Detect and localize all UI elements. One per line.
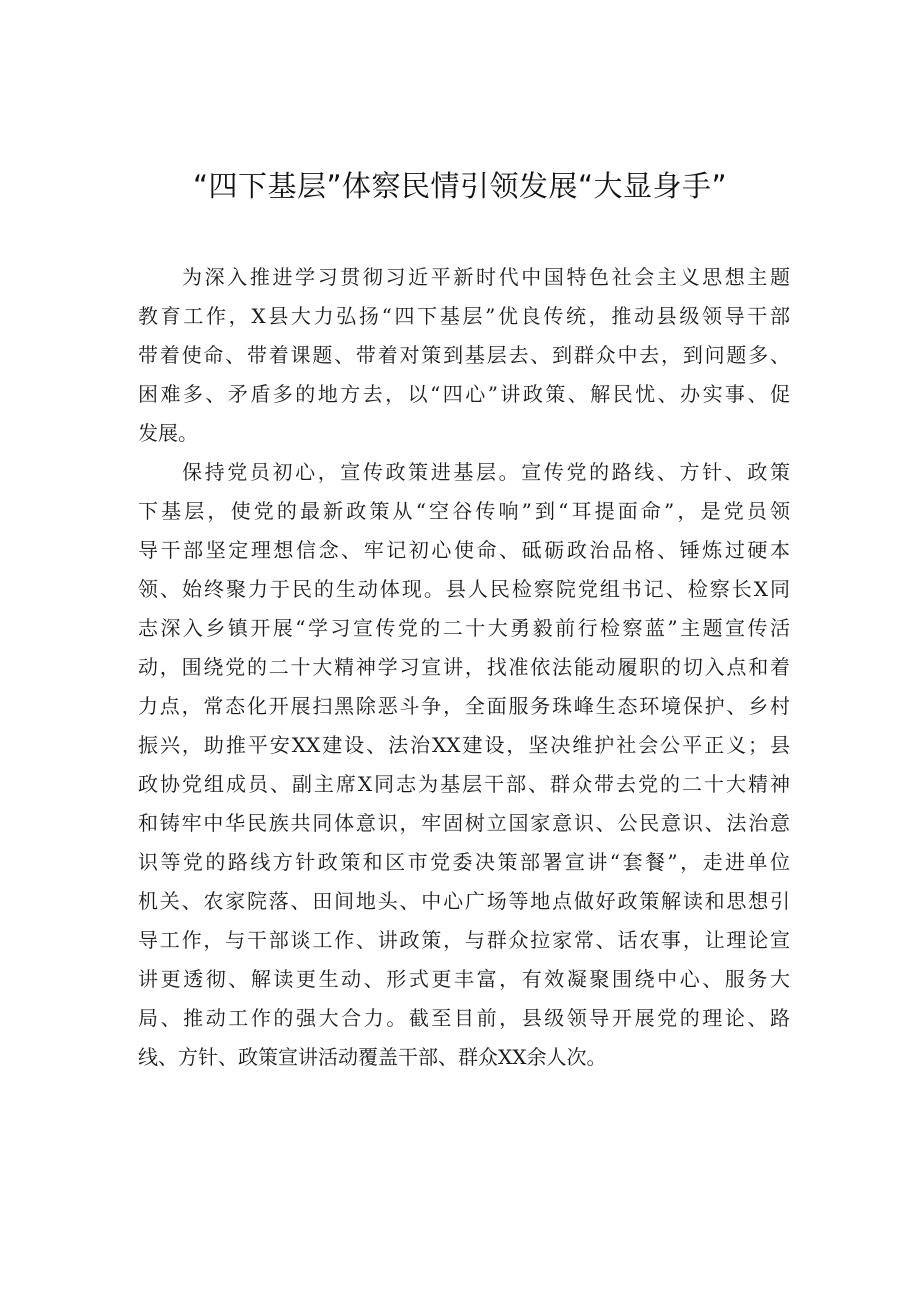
- paragraph-policy: [138, 453, 790, 1077]
- paragraph-line: 保持党员初心，宣传政策进基层。宣传党的路线、方针、政策: [182, 460, 790, 484]
- paragraph-line: 下基层，使党的最新政策从“空谷传响”到“耳提面命”，是党员领: [138, 499, 790, 523]
- paragraph-line: 局、推动工作的强大合力。截至目前，县级领导开展党的理论、路: [138, 1006, 790, 1030]
- paragraph-line: 领、始终聚力于民的生动体现。县人民检察院党组书记、检察长X同: [138, 577, 790, 601]
- paragraph-line: 发展。: [138, 421, 198, 445]
- paragraph-line: 振兴，助推平安XX建设、法治XX建设，坚决维护社会公平正义；县: [138, 733, 790, 757]
- paragraph-line: 机关、农家院落、田间地头、中心广场等地点做好政策解读和思想引: [138, 889, 790, 913]
- paragraph-line: 和铸牢中华民族共同体意识，牢固树立国家意识、公民意识、法治意: [138, 811, 790, 835]
- paragraph-line: 导干部坚定理想信念、牢记初心使命、砥砺政治品格、锤炼过硬本: [138, 538, 790, 562]
- paragraph-line: 为深入推进学习贯彻习近平新时代中国特色社会主义思想主题: [182, 265, 790, 289]
- paragraph-intro: [138, 258, 790, 453]
- paragraph-line: 讲更透彻、解读更生动、形式更丰富，有效凝聚围绕中心、服务大: [138, 967, 790, 991]
- paragraph-line: 困难多、矛盾多的地方去，以“四心”讲政策、解民忧、办实事、促: [138, 382, 790, 406]
- paragraph-line: 教育工作，X县大力弘扬“四下基层”优良传统，推动县级领导干部: [138, 304, 790, 328]
- paragraph-line: 力点，常态化开展扫黑除恶斗争，全面服务珠峰生态环境保护、乡村: [138, 694, 790, 718]
- paragraph-line: 志深入乡镇开展“学习宣传党的二十大勇毅前行检察蓝”主题宣传活: [138, 616, 790, 640]
- paragraph-line: 线、方针、政策宣讲活动覆盖干部、群众XX余人次。: [138, 1045, 607, 1069]
- paragraph-line: 导工作，与干部谈工作、讲政策，与群众拉家常、话农事，让理论宣: [138, 928, 790, 952]
- paragraph-line: 带着使命、带着课题、带着对策到基层去、到群众中去，到问题多、: [138, 343, 790, 367]
- document-title: “四下基层”体察民情引领发展“大显身手”: [192, 169, 728, 203]
- paragraph-line: 动，围绕党的二十大精神学习宣讲，找准依法能动履职的切入点和着: [138, 655, 790, 679]
- document-body: [138, 258, 790, 1077]
- paragraph-line: 政协党组成员、副主席X同志为基层干部、群众带去党的二十大精神: [138, 772, 790, 796]
- paragraph-line: 识等党的路线方针政策和区市党委决策部署宣讲“套餐”，走进单位: [138, 850, 790, 874]
